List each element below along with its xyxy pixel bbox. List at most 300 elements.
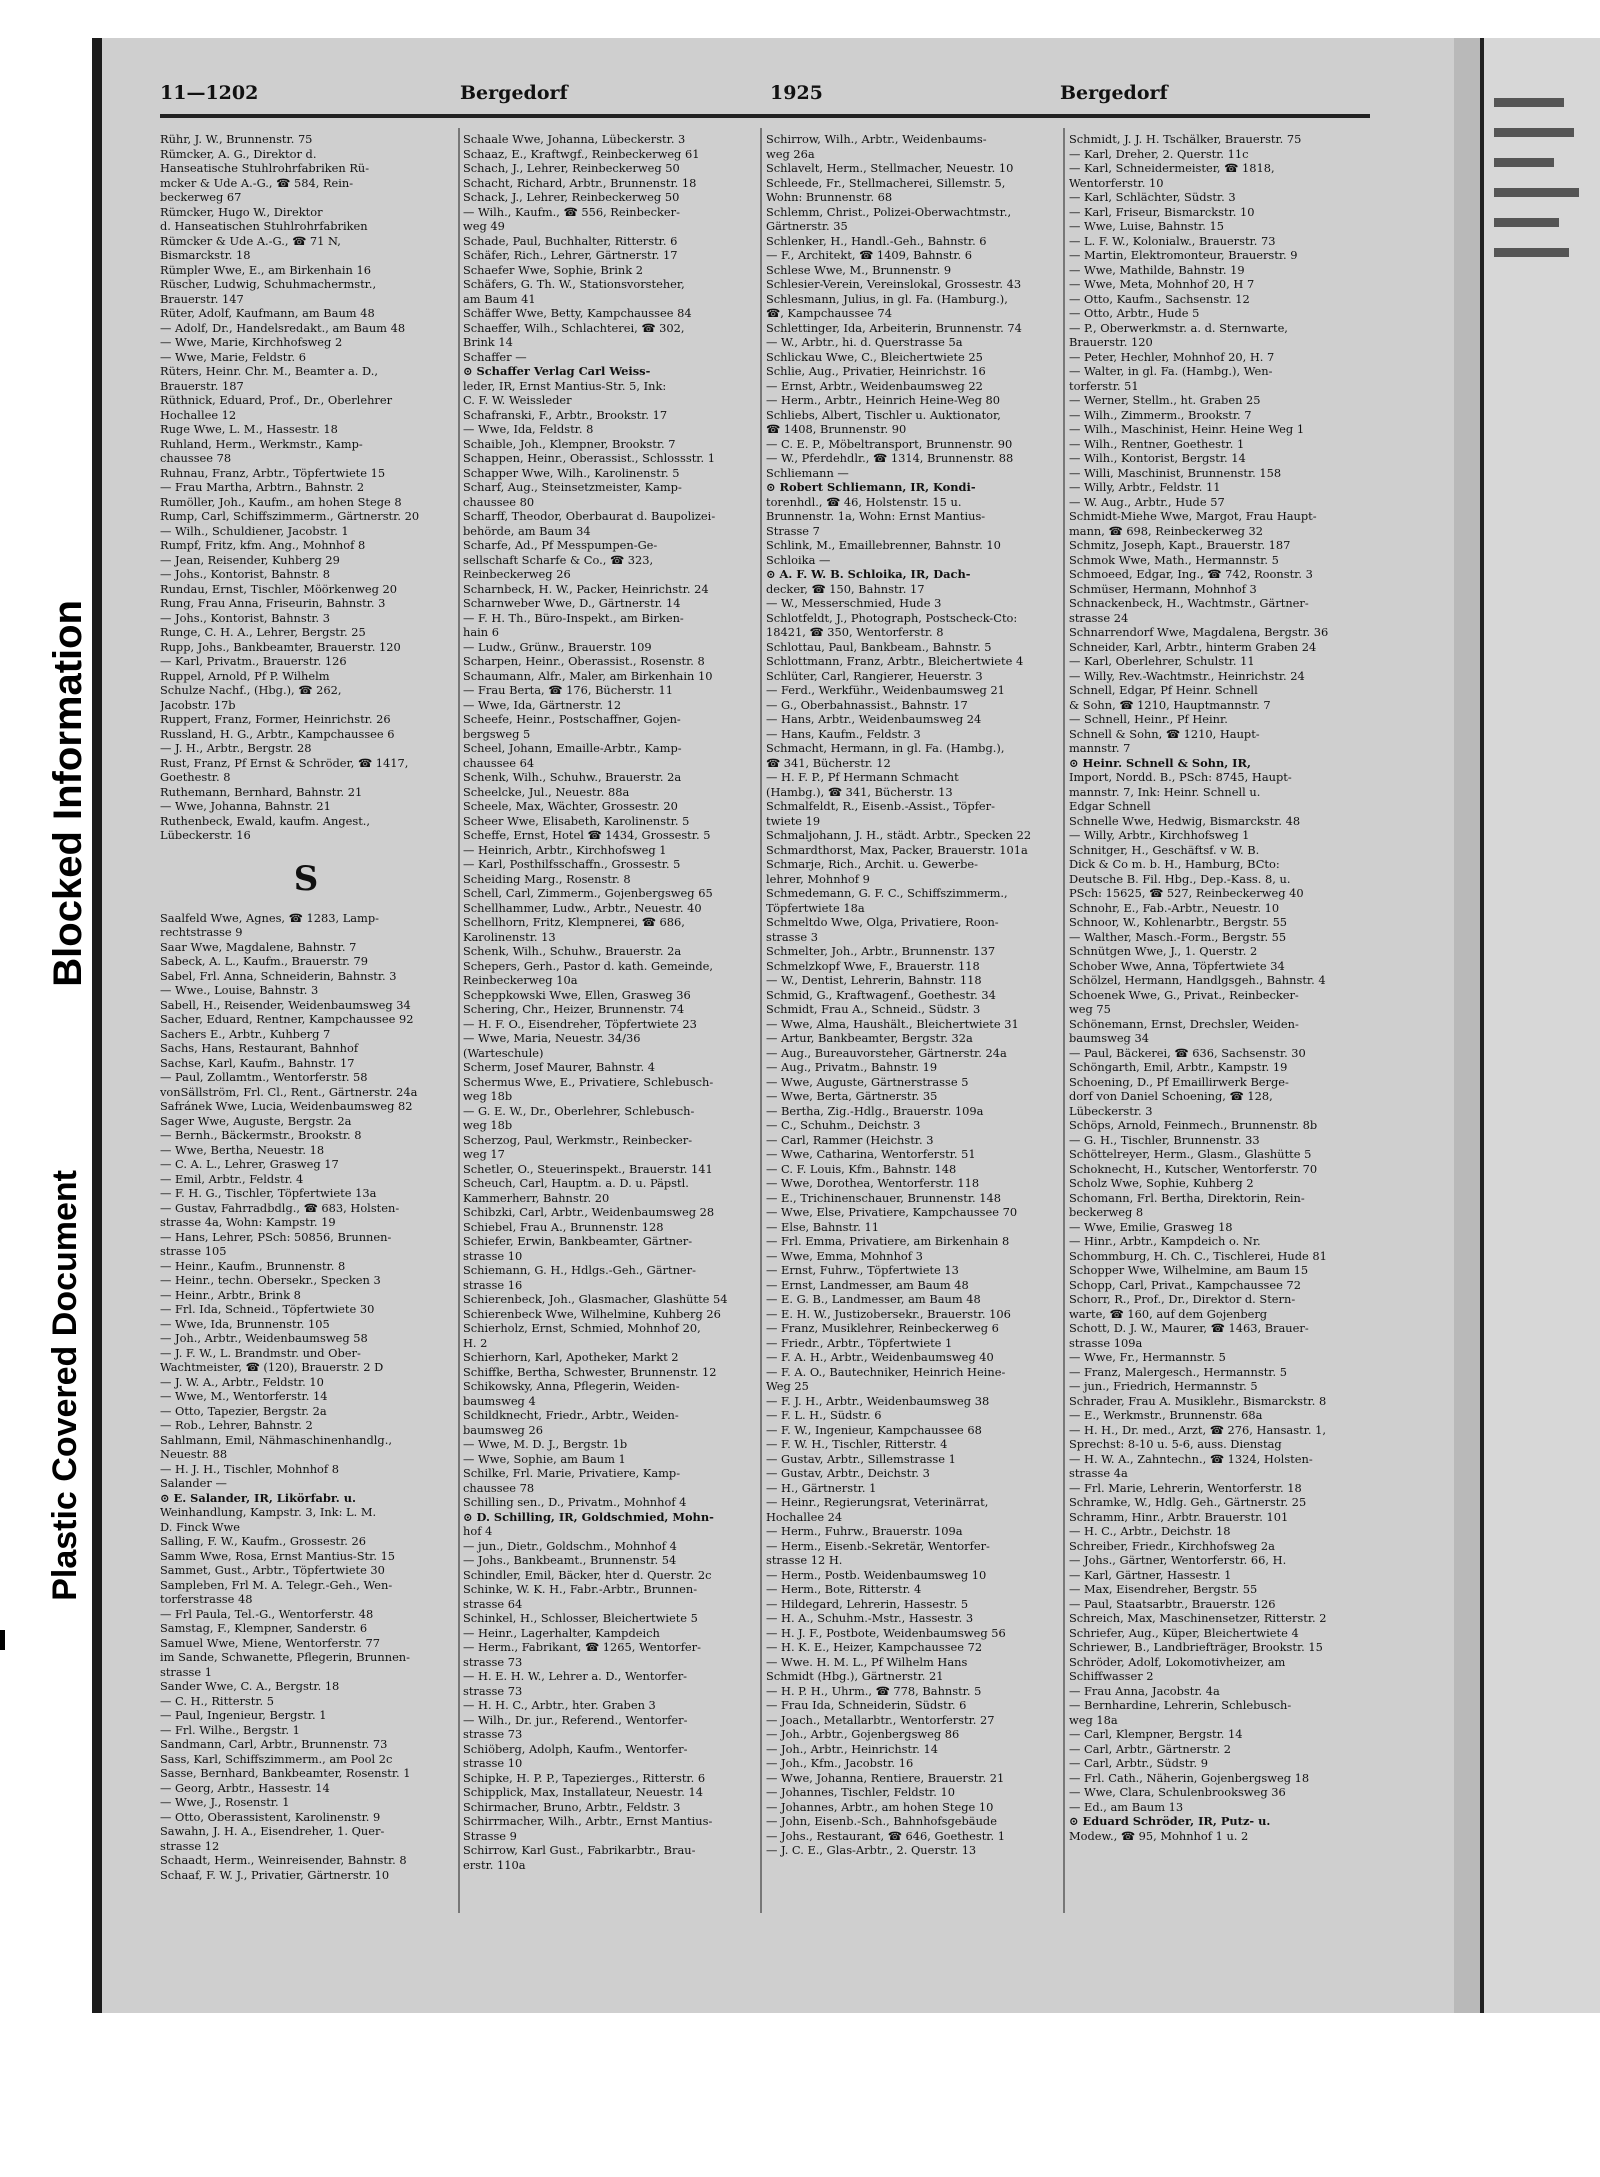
directory-entry: Rumpf, Fritz, kfm. Ang., Mohnhof 8 [160,538,366,552]
directory-entry: Schopper Wwe, Wilhelmine, am Baum 15 [1069,1263,1309,1277]
directory-entry: Scheelcke, Jul., Neuestr. 88a [463,784,630,799]
directory-entry: — C. E. P., Möbeltransport, Brunnenstr. 90 [766,436,1013,451]
directory-entry: — F. H. G., Tischler, Töpfertwiete 13a [160,1186,377,1200]
directory-entry: chaussee 78 [160,451,232,465]
directory-entry: — Otto, Tapezier, Bergstr. 2a [160,1403,327,1418]
directory-entry: beckerweg 67 [160,190,242,204]
directory-entry: Schmid, G., Kraftwagenf., Goethestr. 34 [766,987,996,1002]
directory-entry: — H., Gärtnerstr. 1 [766,1480,877,1495]
directory-entry: Schirrow, Wilh., Arbtr., Weidenbaums- [766,132,987,146]
directory-entry: ⊙ D. Schilling, IR, Goldschmied, Mohn- [463,1509,714,1524]
directory-entry: — Carl, Rammer (Heichstr. 3 [766,1132,934,1147]
directory-entry: lehrer, Mohnhof 9 [766,871,870,886]
directory-entry: Rump, Carl, Schiffszimmerm., Gärtnerstr. 20 [160,509,420,523]
directory-entry: ⊙ Robert Schliemann, IR, Kondi- [766,480,976,494]
directory-entry: — Wwe, Bertha, Neuestr. 18 [160,1142,325,1157]
directory-entry: ☎ 1408, Brunnenstr. 90 [766,422,907,436]
directory-entry: — Wwe, Marie, Kirchhofsweg 2 [160,335,343,349]
directory-entry: Schmelter, Joh., Arbtr., Brunnenstr. 137 [766,944,996,958]
directory-entry: — Johs., Gärtner, Wentorferstr. 66, H. [1069,1553,1287,1567]
directory-entry: — Franz, Malergesch., Hermannstr. 5 [1069,1364,1287,1379]
directory-entry: — Johs., Bankbeamt., Brunnenstr. 54 [463,1553,677,1567]
directory-entry: strasse 4a, Wohn: Kampstr. 19 [160,1215,336,1229]
directory-entry: — P., Oberwerkmstr. a. d. Sternwarte, [1069,320,1288,335]
directory-entry: — Joh., Arbtr., Weidenbaumsweg 58 [160,1331,368,1345]
directory-entry: — Gustav, Arbtr., Sillemstrasse 1 [766,1451,956,1466]
directory-entry: Schöps, Arnold, Feinmech., Brunnenstr. 8b [1069,1118,1318,1132]
margin-mark [0,1630,5,1650]
directory-entry: Rümcker, Hugo W., Direktor [160,204,323,219]
directory-entry: — Ernst, Fuhrw., Töpfertwiete 13 [766,1263,959,1277]
directory-entry: — Hans, Arbtr., Weidenbaumsweg 24 [766,712,982,726]
directory-entry: Rung, Frau Anna, Friseurin, Bahnstr. 3 [160,596,386,610]
directory-entry: — Karl, Friseur, Bismarckstr. 10 [1069,204,1255,219]
directory-entry: — Heinr., Kaufm., Brunnenstr. 8 [160,1258,346,1273]
directory-entry: Saar Wwe, Magdalene, Bahnstr. 7 [160,939,357,954]
directory-entry: Schrader, Frau A. Musiklehr., Bismarckstr. 8 [1069,1393,1327,1408]
directory-entry: — Wwe, Emilie, Grasweg 18 [1069,1219,1233,1234]
directory-entry: Schlotfeldt, J., Photograph, Postscheck-Cto: [766,610,1018,625]
directory-entry: Schöngarth, Emil, Arbtr., Kampstr. 19 [1069,1060,1288,1074]
directory-entry: Weinhandlung, Kampstr. 3, Ink: L. M. [160,1505,377,1519]
directory-entry: — Frl. Ida, Schneid., Töpfertwiete 30 [160,1302,375,1316]
directory-entry: — Wwe, Meta, Mohnhof 20, H 7 [1069,277,1255,291]
directory-entry: — Karl, Gärtner, Hassestr. 1 [1069,1567,1232,1582]
directory-entry: Schlavelt, Herm., Stellmacher, Neuestr. 10 [766,161,1014,175]
directory-entry: — Hans, Kaufm., Feldstr. 3 [766,726,921,741]
directory-entry: — Schnell, Heinr., Pf Heinr. [1069,712,1228,726]
directory-entry: — Wilh., Kontorist, Bergstr. 14 [1069,451,1246,465]
directory-entry: Samuel Wwe, Miene, Wentorferstr. 77 [160,1635,381,1650]
directory-column-2 [463,132,755,2087]
directory-entry: Neuestr. 88 [160,1447,228,1461]
directory-entry: — Aug., Privatm., Bahnstr. 19 [766,1060,938,1074]
directory-entry: — Friedr., Arbtr., Töpfertwiete 1 [766,1335,953,1350]
directory-entry: Schoknecht, H., Kutscher, Wentorferstr. 70 [1069,1161,1318,1176]
directory-entry: Scharfe, Ad., Pf Messpumpen-Ge- [463,538,658,552]
directory-entry: Sawahn, J. H. A., Eisendreher, 1. Quer- [160,1824,385,1838]
directory-entry: Sabel, Frl. Anna, Schneiderin, Bahnstr. 3 [160,968,397,983]
directory-entry: Schmoeed, Edgar, Ing., ☎ 742, Roonstr. 3 [1069,567,1313,581]
directory-entry: Rüthnick, Eduard, Prof., Dr., Oberlehrer [160,393,393,407]
directory-entry: strasse 73 [463,1727,523,1741]
directory-entry: leder, IR, Ernst Mantius-Str. 5, Ink: [463,378,667,393]
directory-entry: — jun., Friedrich, Hermannstr. 5 [1069,1379,1258,1393]
directory-entry: — Karl, Privatm., Brauerstr. 126 [160,654,347,668]
directory-entry: weg 17 [463,1147,505,1161]
directory-entry: Scheuch, Carl, Hauptm. a. D. u. Päpstl. [463,1176,689,1190]
directory-entry: — Adolf, Dr., Handelsredakt., am Baum 48 [160,320,406,335]
directory-entry: — G., Oberbahnassist., Bahnstr. 17 [766,697,968,712]
directory-entry: Bismarckstr. 18 [160,248,251,262]
directory-entry: — H. E. H. W., Lehrer a. D., Wentorfer- [463,1669,687,1683]
directory-entry: Schramke, W., Hdlg. Geh., Gärtnerstr. 25 [1069,1495,1307,1509]
directory-entry: — W., Arbtr., hi. d. Querstrasse 5a [766,335,963,349]
directory-entry: — Wwe. H. M. L., Pf Wilhelm Hans [766,1654,968,1669]
directory-entry: Ruhland, Herm., Werkmstr., Kamp- [160,436,363,451]
directory-entry: — Bertha, Zig.-Hdlg., Brauerstr. 109a [766,1103,984,1118]
directory-entry: — Paul, Zollamtm., Wentorferstr. 58 [160,1070,368,1084]
directory-entry: — Joach., Metallarbtr., Wentorferstr. 27 [766,1712,995,1727]
directory-entry: strasse 12 [160,1838,220,1853]
directory-entry: — Herm., Arbtr., Heinrich Heine-Weg 80 [766,393,1001,407]
directory-entry: — Heinr., Lagerhalter, Kampdeich [463,1625,660,1640]
directory-entry: mann, ☎ 698, Reinbeckerweg 32 [1069,523,1263,538]
directory-entry: strasse 3 [766,929,818,944]
directory-entry: — Karl, Schneidermeister, ☎ 1818, [1069,161,1275,175]
directory-entry: Schlesmann, Julius, in gl. Fa. (Hamburg.), [766,291,1008,306]
directory-entry: — Walter, in gl. Fa. (Hambg.), Wen- [1069,364,1273,378]
directory-entry: Schmaljohann, J. H., städt. Arbtr., Specken 22 [766,828,1032,842]
directory-entry: — J. H., Arbtr., Bergstr. 28 [160,741,312,755]
directory-entry: Sander Wwe, C. A., Bergstr. 18 [160,1679,340,1693]
directory-entry: strasse 16 [463,1277,523,1292]
directory-entry: mannstr. 7, Ink: Heinr. Schnell u. [1069,784,1261,799]
directory-entry: Schlottmann, Franz, Arbtr., Bleichertwiete 4 [766,654,1024,668]
directory-entry: — Wwe, Emma, Mohnhof 3 [766,1248,923,1263]
directory-entry: strasse 73 [463,1683,523,1698]
directory-entry: Rundau, Ernst, Tischler, Möörkenweg 20 [160,581,397,596]
directory-column-1 [160,132,452,2087]
directory-entry: Schiemann, G. H., Hdlgs.-Geh., Gärtner- [463,1263,696,1277]
directory-entry: Schaffer — [463,349,527,364]
directory-entry: strasse 10 [463,1756,523,1770]
directory-entry: weg 18a [1069,1712,1118,1727]
directory-entry: — Joh., Kfm., Jacobstr. 16 [766,1756,914,1770]
directory-entry: Schikowsky, Anna, Pflegerin, Weiden- [463,1379,680,1393]
directory-entry: Schirmacher, Bruno, Arbtr., Feldstr. 3 [463,1799,681,1814]
directory-entry: Schermus Wwe, E., Privatiere, Schlebusch- [463,1074,714,1089]
directory-entry: baumsweg 34 [1069,1031,1149,1045]
directory-entry: — Franz, Musiklehrer, Reinbeckerweg 6 [766,1321,999,1335]
directory-entry: Schilke, Frl. Marie, Privatiere, Kamp- [463,1466,681,1480]
page-bottom-margin [0,2013,1600,2177]
directory-entry: dorf von Daniel Schoening, ☎ 128, [1069,1089,1273,1103]
directory-entry: — Wwe, Luise, Bahnstr. 15 [1069,219,1225,233]
directory-entry: Schott, D. J. W., Maurer, ☎ 1463, Brauer- [1069,1321,1309,1335]
directory-entry: — Bernhardine, Lehrerin, Schlebusch- [1069,1698,1292,1712]
directory-entry: sellschaft Scharfe & Co., ☎ 323, [463,552,654,567]
directory-entry: — L. F. W., Kolonialw., Brauerstr. 73 [1069,233,1276,248]
directory-entry: — Herm., Fabrikant, ☎ 1265, Wentorfer- [463,1640,701,1654]
directory-entry: chaussee 78 [463,1480,535,1495]
directory-entry: Scherm, Josef Maurer, Bahnstr. 4 [463,1060,655,1074]
directory-entry: Schaumann, Alfr., Maler, am Birkenhain 10 [463,668,713,683]
directory-entry: Samstag, F., Klempner, Sanderstr. 6 [160,1621,368,1635]
directory-entry: Brauerstr. 187 [160,378,244,393]
directory-entry: Schenk, Wilh., Schuhw., Brauerstr. 2a [463,770,682,784]
directory-entry: Schellhammer, Ludw., Arbtr., Neuestr. 40 [463,900,702,915]
directory-entry: Schmidt-Miehe Wwe, Margot, Frau Haupt- [1069,509,1317,523]
directory-entry: Sachers E., Arbtr., Kuhberg 7 [160,1026,331,1041]
directory-entry: Scheppkowski Wwe, Ellen, Grasweg 36 [463,987,691,1002]
directory-entry: Schramm, Hinr., Arbtr. Brauerstr. 101 [1069,1509,1289,1524]
directory-entry: Scharnweber Wwe, D., Gärtnerstr. 14 [463,596,681,610]
directory-entry: Schnarrendorf Wwe, Magdalena, Bergstr. 36 [1069,625,1329,639]
directory-entry: twiete 19 [766,813,821,828]
directory-entry: Brauerstr. 120 [1069,335,1153,349]
directory-entry: Schiebel, Frau A., Brunnenstr. 128 [463,1219,664,1234]
directory-entry: strasse 12 H. [766,1553,843,1567]
directory-entry: & Sohn, ☎ 1210, Hauptmannstr. 7 [1069,697,1271,712]
directory-entry: — Willy, Arbtr., Feldstr. 11 [1069,480,1221,494]
directory-entry: — Wwe, Fr., Hermannstr. 5 [1069,1350,1226,1364]
directory-entry: Strasse 7 [766,523,820,538]
directory-entry: Schaadt, Herm., Weinreisender, Bahnstr. 8 [160,1853,407,1867]
directory-entry: Schinkel, H., Schlosser, Bleichertwiete 5 [463,1611,698,1625]
directory-entry: — F. H. Th., Büro-Inspekt., am Birken- [463,610,684,625]
directory-entry: — Artur, Bankbeamter, Bergstr. 32a [766,1031,973,1045]
directory-entry: Schaaf, F. W. J., Privatier, Gärtnerstr. 10 [160,1867,390,1882]
directory-entry: strasse 105 [160,1244,227,1258]
directory-entry: — Ferd., Werkführ., Weidenbaumsweg 21 [766,683,1005,697]
directory-entry: Edgar Schnell [1069,799,1151,813]
directory-entry: Hanseatische Stuhlrohrfabriken Rü- [160,161,370,175]
directory-entry: Schmeltdo Wwe, Olga, Privatiere, Roon- [766,915,999,929]
directory-entry: — W., Pferdehdlr., ☎ 1314, Brunnenstr. 88 [766,451,1014,465]
directory-entry: — Wwe., Louise, Bahnstr. 3 [160,983,319,997]
directory-entry: Dick & Co m. b. H., Hamburg, BCto: [1069,857,1280,871]
directory-entry: baumsweg 4 [463,1393,536,1408]
directory-entry: — Heinr., techn. Obersekr., Specken 3 [160,1273,381,1287]
directory-entry: — Walther, Masch.-Form., Bergstr. 55 [1069,929,1287,944]
directory-entry: Schiffwasser 2 [1069,1669,1154,1683]
directory-entry: im Sande, Schwanette, Pflegerin, Brunnen- [160,1650,410,1664]
adjacent-page-text-line [1494,158,1554,167]
directory-entry: Schmitz, Joseph, Kapt., Brauerstr. 187 [1069,538,1291,552]
directory-entry: Wohn: Brunnenstr. 68 [766,190,893,204]
directory-entry: Schommburg, H. Ch. C., Tischlerei, Hude 81 [1069,1248,1327,1263]
directory-entry: PSch: 15625, ☎ 527, Reinbeckerweg 40 [1069,886,1304,900]
directory-entry: Schnoor, W., Kohlenarbtr., Bergstr. 55 [1069,915,1288,929]
directory-entry: chaussee 64 [463,755,535,770]
directory-entry: Schildknecht, Friedr., Arbtr., Weiden- [463,1408,679,1422]
directory-entry: Scharff, Theodor, Oberbaurat d. Baupolizei- [463,509,716,523]
directory-entry: — Otto, Kaufm., Sachsenstr. 12 [1069,291,1250,306]
directory-entry: Schmidt, J. J. H. Tschälker, Brauerstr. 75 [1069,132,1302,146]
directory-entry: warte, ☎ 160, auf dem Gojenberg [1069,1306,1268,1321]
directory-entry: Brink 14 [463,335,513,349]
adjacent-page-text-line [1494,128,1574,137]
directory-entry: Schmardthorst, Max, Packer, Brauerstr. 101a [766,842,1028,857]
directory-entry: Schirrmacher, Wilh., Arbtr., Ernst Mantius- [463,1814,713,1828]
directory-entry: Brauerstr. 147 [160,291,244,306]
directory-entry: Schulze Nachf., (Hbg.), ☎ 262, [160,683,342,697]
directory-entry: Schmalfeldt, R., Eisenb.-Assist., Töpfer- [766,799,995,813]
directory-entry: Schierenbeck, Joh., Glasmacher, Glashütte 54 [463,1292,728,1306]
directory-entry: — Heinrich, Arbtr., Kirchhofsweg 1 [463,842,667,857]
directory-entry: strasse 109a [1069,1335,1143,1350]
directory-entry: — C., Schuhm., Deichstr. 3 [766,1118,921,1132]
plastic-covered-document-label: Plastic Covered Document [46,1170,84,1601]
directory-entry: Schaale Wwe, Johanna, Lübeckerstr. 3 [463,132,686,146]
directory-entry: — Ernst, Arbtr., Weidenbaumsweg 22 [766,378,983,393]
directory-entry: — H. W. A., Zahntechn., ☎ 1324, Holsten- [1069,1451,1313,1466]
directory-entry: — Paul, Ingenieur, Bergstr. 1 [160,1708,327,1722]
directory-entry: — Willy, Rev.-Wachtmstr., Heinrichstr. 24 [1069,668,1305,683]
directory-entry: — Aug., Bureauvorsteher, Gärtnerstr. 24a [766,1045,1007,1060]
directory-entry: — E. G. B., Landmesser, am Baum 48 [766,1292,981,1306]
directory-entry: D. Finck Wwe [160,1519,240,1534]
directory-entry: — Frl Paula, Tel.-G., Wentorferstr. 48 [160,1606,374,1621]
directory-entry: — W. Aug., Arbtr., Hude 57 [1069,494,1225,509]
directory-entry: Schlesier-Verein, Vereinslokal, Grossestr. 43 [766,277,1022,291]
directory-entry: Schierhorn, Karl, Apotheker, Markt 2 [463,1350,679,1364]
directory-entry: — Frau Berta, ☎ 176, Bücherstr. 11 [463,683,674,697]
directory-entry: Schacht, Richard, Arbtr., Brunnenstr. 18 [463,175,697,190]
directory-entry: baumsweg 26 [463,1422,543,1437]
directory-entry: Schriefer, Aug., Küper, Bleichertwiete 4 [1069,1625,1299,1640]
directory-entry: — Emil, Arbtr., Feldstr. 4 [160,1171,304,1186]
directory-entry: C. F. W. Weissleder [463,393,572,407]
directory-entry: Russland, H. G., Arbtr., Kampchaussee 6 [160,726,395,741]
directory-entry: — Martin, Elektromonteur, Brauerstr. 9 [1069,248,1298,262]
directory-entry: torenhdl., ☎ 46, Holstenstr. 15 u. [766,494,962,509]
directory-entry: Schirrow, Karl Gust., Fabrikarbtr., Brau- [463,1843,696,1857]
section-letter: S [293,858,319,899]
directory-entry: Sachs, Hans, Restaurant, Bahnhof [160,1041,359,1055]
directory-entry: Schopp, Carl, Privat., Kampchaussee 72 [1069,1277,1301,1292]
directory-entry: — Frau Martha, Arbtrn., Bahnstr. 2 [160,480,365,494]
directory-entry: Schmarje, Rich., Archit. u. Gewerbe- [766,857,978,871]
directory-entry: — Carl, Arbtr., Gärtnerstr. 2 [1069,1741,1231,1756]
directory-entry: Schnitger, H., Geschäftsf. v W. B. [1069,842,1260,857]
directory-entry: — Max, Eisendreher, Bergstr. 55 [1069,1582,1258,1596]
directory-entry: — H. F. P., Pf Hermann Schmacht [766,770,959,784]
directory-entry: Schiffke, Bertha, Schwester, Brunnenstr. 12 [463,1364,717,1379]
directory-entry: Schaaz, E., Kraftwgf., Reinbeckerweg 61 [463,146,700,161]
directory-entry: — Karl, Oberlehrer, Schulstr. 11 [1069,654,1255,668]
adjacent-page-edge [1480,38,1600,2013]
directory-entry: Schleede, Fr., Stellmacherei, Sillemstr. 5, [766,175,1006,190]
directory-entry: — Herm., Postb. Weidenbaumsweg 10 [766,1567,987,1582]
directory-entry: Lübeckerstr. 16 [160,828,251,842]
directory-entry: — H. H., Dr. med., Arzt, ☎ 276, Hansastr. 1, [1069,1422,1326,1437]
directory-entry: — Rob., Lehrer, Bahnstr. 2 [160,1418,313,1432]
directory-entry: Schlickau Wwe, C., Bleichertwiete 25 [766,349,983,364]
directory-entry: Scheefe, Heinr., Postschaffner, Gojen- [463,712,681,726]
directory-entry: Schloika — [766,552,831,567]
directory-entry: Schnütgen Wwe, J., 1. Querstr. 2 [1069,944,1258,958]
directory-entry: Schade, Paul, Buchhalter, Ritterstr. 6 [463,233,678,248]
directory-entry: Schneider, Karl, Arbtr., hinterm Graben 24 [1069,639,1317,654]
directory-entry: — E., Werkmstr., Brunnenstr. 68a [1069,1408,1263,1422]
directory-entry: beckerweg 8 [1069,1205,1144,1219]
directory-entry: Goethestr. 8 [160,770,231,784]
directory-column-3 [766,132,1058,2087]
directory-entry: ⊙ Eduard Schröder, IR, Putz- u. [1069,1814,1271,1828]
directory-entry: Schölzel, Hermann, Handlgsgeh., Bahnstr. 4 [1069,973,1326,987]
blocked-information-label: Blocked Information [46,600,90,987]
directory-entry: Strasse 9 [463,1828,517,1843]
adjacent-page-text-line [1494,188,1579,197]
directory-entry: Schell, Carl, Zimmerm., Gojenbergsweg 65 [463,886,713,900]
directory-entry: Schäfer, Rich., Lehrer, Gärtnerstr. 17 [463,248,678,262]
header-rule [160,114,1370,118]
directory-entry: ☎ 341, Bücherstr. 12 [766,755,891,770]
directory-entry: — Gustav, Fahrradbdlg., ☎ 683, Holsten- [160,1200,400,1215]
directory-entry: weg 26a [766,146,815,161]
directory-entry: Schnell & Sohn, ☎ 1210, Haupt- [1069,726,1260,741]
directory-entry: — Peter, Hechler, Mohnhof 20, H. 7 [1069,349,1275,364]
directory-entry: — Herm., Bote, Ritterstr. 4 [766,1582,922,1596]
directory-entry: Schliemann — [766,465,849,480]
directory-entry: Schlie, Aug., Privatier, Heinrichstr. 16 [766,364,986,378]
page-header [160,82,1360,112]
directory-entry: — Karl, Dreher, 2. Querstr. 11c [1069,146,1249,161]
directory-entry: Jacobstr. 17b [160,697,236,712]
directory-entry: — Frl. Cath., Näherin, Gojenbergsweg 18 [1069,1770,1310,1785]
directory-entry: — H. J. H., Tischler, Mohnhof 8 [160,1461,339,1476]
directory-entry: — H. F. O., Eisendreher, Töpfertwiete 23 [463,1016,697,1031]
directory-entry: Schetler, O., Steuerinspekt., Brauerstr. 141 [463,1161,713,1176]
directory-entry: — Willi, Maschinist, Brunnenstr. 158 [1069,465,1282,480]
directory-entry: vonSällström, Frl. Cl., Rent., Gärtnerstr. 24a [160,1084,418,1099]
directory-entry: — Frau Ida, Schneiderin, Südstr. 6 [766,1698,967,1712]
directory-entry: — Wwe, Ida, Gärtnerstr. 12 [463,697,622,712]
directory-entry: Schibzki, Carl, Arbtr., Weidenbaumsweg 28 [463,1205,715,1219]
directory-entry: Schmedemann, G. F. C., Schiffszimmerm., [766,886,1008,900]
directory-entry: — J. W. A., Arbtr., Feldstr. 10 [160,1374,324,1389]
directory-entry: — Wwe, Maria, Neuestr. 34/36 [463,1031,641,1045]
directory-entry: Weg 25 [766,1379,809,1393]
directory-entry: — Georg, Arbtr., Hassestr. 14 [160,1780,330,1795]
directory-entry: Scheel, Johann, Emaille-Arbtr., Kamp- [463,741,682,755]
directory-entry: — W., Dentist, Lehrerin, Bahnstr. 118 [766,973,982,987]
directory-entry: — H. K. E., Heizer, Kampchaussee 72 [766,1640,983,1654]
directory-entry: Scholz Wwe, Sophie, Kuhberg 2 [1069,1176,1254,1190]
directory-entry: — Wwe, Mathilde, Bahnstr. 19 [1069,262,1245,277]
directory-entry: Samm Wwe, Rosa, Ernst Mantius-Str. 15 [160,1548,396,1563]
directory-entry: Salling, F. W., Kaufm., Grossestr. 26 [160,1534,367,1548]
directory-entry: Schaible, Joh., Klempner, Brookstr. 7 [463,436,676,451]
directory-entry: Salander — [160,1476,227,1490]
directory-entry: Wachtmeister, ☎ (120), Brauerstr. 2 D [160,1360,384,1374]
directory-entry: Sachse, Karl, Kaufm., Bahnstr. 17 [160,1055,355,1070]
directory-entry: Schierenbeck Wwe, Wilhelmine, Kuhberg 26 [463,1306,721,1321]
adjacent-page-text-line [1494,248,1569,257]
directory-entry: — Herm., Eisenb.-Sekretär, Wentorfer- [766,1538,990,1553]
directory-entry: weg 18b [463,1118,513,1132]
directory-entry: rechtstrasse 9 [160,925,243,939]
directory-entry: — jun., Dietr., Goldschm., Mohnhof 4 [463,1538,677,1553]
directory-entry: Rümcker & Ude A.-G., ☎ 71 N, [160,233,341,248]
directory-entry: strasse 24 [1069,610,1129,625]
directory-entry: — Wwe, Catharina, Wentorferstr. 51 [766,1147,976,1161]
directory-entry: Ruthenbeck, Ewald, kaufm. Angest., [160,813,371,828]
directory-entry: — J. F. W., L. Brandmstr. und Ober- [160,1345,361,1360]
directory-entry: strasse 10 [463,1248,523,1263]
directory-entry: Schöttelreyer, Herm., Glasm., Glashütte 5 [1069,1147,1312,1161]
directory-entry: decker, ☎ 150, Bahnstr. 17 [766,581,925,596]
directory-entry: ⊙ A. F. W. B. Schloika, IR, Dach- [766,567,971,581]
directory-entry: Scheffe, Ernst, Hotel ☎ 1434, Grossestr. 5 [463,828,711,842]
directory-entry: — Frl. Emma, Privatiere, am Birkenhain 8 [766,1234,1010,1248]
directory-entry: Schriewer, B., Landbriefträger, Brookstr. 15 [1069,1640,1323,1654]
directory-entry: Sampleben, Frl M. A. Telegr.-Geh., Wen- [160,1577,393,1592]
directory-entry: — Johs., Kontorist, Bahnstr. 8 [160,567,331,581]
directory-entry: — Hildegard, Lehrerin, Hassestr. 5 [766,1596,969,1611]
directory-entry: — E., Trichinenschauer, Brunnenstr. 148 [766,1190,1002,1205]
directory-entry: — Otto, Arbtr., Hude 5 [1069,306,1200,320]
directory-entry: — Wwe, M. D. J., Bergstr. 1b [463,1437,628,1451]
directory-entry: Sabell, H., Reisender, Weidenbaumsweg 34 [160,997,411,1012]
page-binding-edge [92,38,102,2013]
directory-entry: — Wwe, Johanna, Bahnstr. 21 [160,799,331,813]
directory-entry: Schnohr, E., Fab.-Arbtr., Neuestr. 10 [1069,900,1280,915]
year-heading: 1925 [770,82,823,104]
directory-entry: Ruppert, Franz, Former, Heinrichstr. 26 [160,712,391,726]
